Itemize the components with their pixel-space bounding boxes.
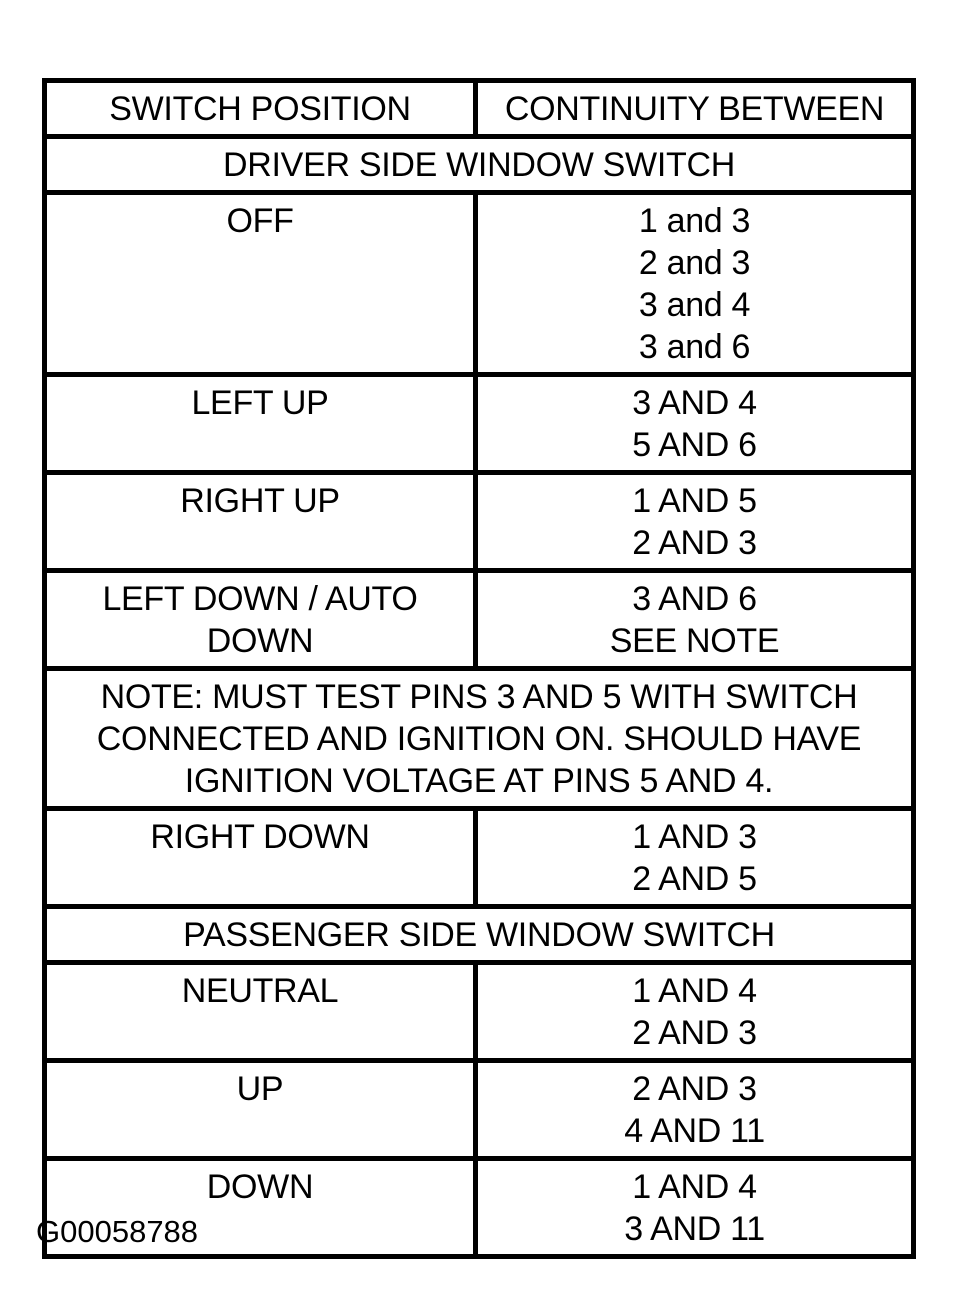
- continuity-line: SEE NOTE: [609, 622, 780, 660]
- continuity-cell: [476, 1159, 914, 1257]
- continuity-cell: [476, 473, 914, 571]
- column-header-continuity-between: CONTINUITY BETWEEN: [476, 81, 914, 137]
- continuity-line: 3 AND 6: [632, 580, 757, 618]
- section-header-row: [45, 907, 914, 963]
- continuity-cell: [476, 963, 914, 1061]
- continuity-line: 3 AND 4: [632, 384, 757, 422]
- continuity-table: [42, 78, 916, 1259]
- table-row: [45, 193, 914, 375]
- position-label: UP: [236, 1070, 284, 1108]
- column-header-switch-position: SWITCH POSITION: [45, 81, 476, 137]
- continuity-cell: [476, 1061, 914, 1159]
- position-cell: [45, 473, 476, 571]
- table-row: [45, 473, 914, 571]
- table-row: [45, 809, 914, 907]
- section-header-row: [45, 137, 914, 193]
- table-row: [45, 571, 914, 669]
- continuity-cell: [476, 375, 914, 473]
- position-cell: [45, 571, 476, 669]
- continuity-line: 3 AND 11: [624, 1210, 765, 1248]
- continuity-line: 1 AND 3: [632, 818, 757, 856]
- table-row: [45, 963, 914, 1061]
- position-label: LEFT UP: [191, 384, 329, 422]
- continuity-cell: [476, 809, 914, 907]
- section-header-passenger-side: PASSENGER SIDE WINDOW SWITCH: [45, 907, 914, 963]
- continuity-line: 2 and 3: [638, 244, 751, 282]
- position-cell: [45, 1061, 476, 1159]
- position-label: NEUTRAL: [181, 972, 339, 1010]
- continuity-line: 2 AND 3: [632, 1014, 757, 1052]
- continuity-cell: [476, 193, 914, 375]
- position-label: RIGHT UP: [180, 482, 340, 520]
- continuity-line: 4 AND 11: [624, 1112, 765, 1150]
- continuity-line: 2 AND 3: [632, 1070, 757, 1108]
- position-cell: [45, 809, 476, 907]
- continuity-line: 1 AND 4: [632, 1168, 757, 1206]
- continuity-line: 3 and 6: [638, 328, 751, 366]
- note-cell: NOTE: MUST TEST PINS 3 AND 5 WITH SWITCH CONNECTED AND IGNITION ON. SHOULD HAVE IGNITION VOLTAGE AT PINS 5 AND 4.: [45, 669, 914, 809]
- table-row: [45, 1061, 914, 1159]
- continuity-line: 1 AND 4: [632, 972, 757, 1010]
- figure-id-label: G00058788: [36, 1214, 199, 1249]
- continuity-line: 3 and 4: [638, 286, 751, 324]
- position-cell: [45, 375, 476, 473]
- continuity-cell: [476, 571, 914, 669]
- section-header-driver-side: DRIVER SIDE WINDOW SWITCH: [45, 137, 914, 193]
- continuity-line: 2 AND 3: [632, 524, 757, 562]
- position-label: OFF: [226, 202, 294, 240]
- position-label: RIGHT DOWN: [150, 818, 370, 856]
- continuity-line: 2 AND 5: [632, 860, 757, 898]
- table-header-row: [45, 81, 914, 137]
- continuity-line: 1 AND 5: [632, 482, 757, 520]
- table-row: [45, 375, 914, 473]
- continuity-line: 1 and 3: [638, 202, 751, 240]
- position-cell: [45, 963, 476, 1061]
- position-cell: [45, 193, 476, 375]
- position-label: DOWN: [206, 1168, 314, 1206]
- position-label: LEFT DOWN / AUTO DOWN: [102, 580, 418, 660]
- note-row: [45, 669, 914, 809]
- continuity-line: 5 AND 6: [632, 426, 757, 464]
